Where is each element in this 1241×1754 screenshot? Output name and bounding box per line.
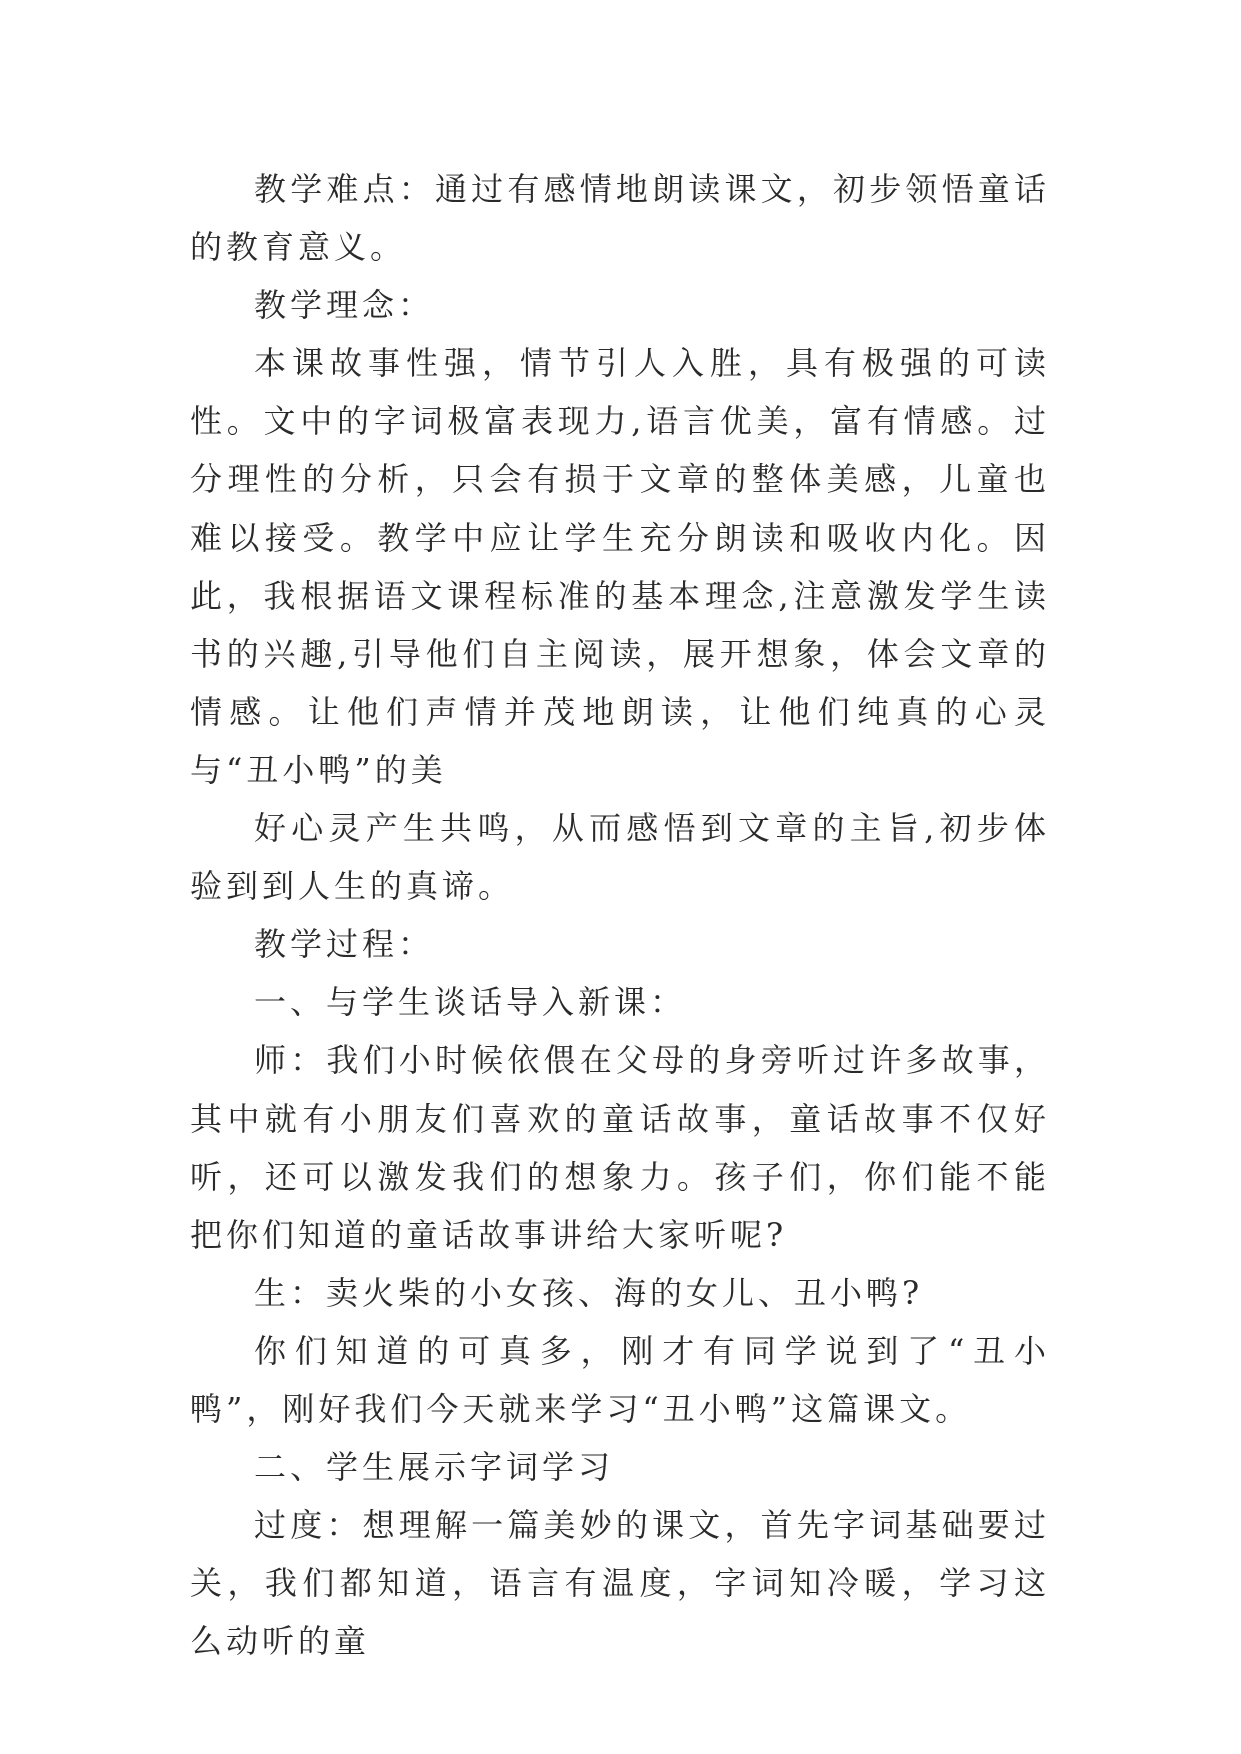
paragraph-section-one-heading: 一、与学生谈话导入新课： [254, 983, 687, 1022]
paragraph-teaching-philosophy-heading: 教学理念： [254, 286, 435, 325]
paragraph-teaching-philosophy-body: 本课故事性强，情节引人入胜，具有极强的可读性。文中的字词极富表现力,语言优美，富有情感。过分理性的分析，只会有损于文章的整体美感，儿童也难以接受。教学中应让学生充分朗读和吸收内化。因此，我根据语文课程标准的基本理念,注意激发学生读书的兴趣,引导他们自主阅读，展开想象，体会文章的情感。让他们声情并茂地朗读，让他们纯真的心灵与“丑小鸭”的美 [190, 344, 1050, 789]
paragraph-transition: 过度：想理解一篇美妙的课文，首先字词基础要过关，我们都知道，语言有温度，字词知冷暖，学习这么动听的童 [190, 1506, 1050, 1661]
paragraph-teaching-philosophy-continued: 好心灵产生共鸣，从而感悟到文章的主旨,初步体验到到人生的真谛。 [190, 809, 1050, 906]
paragraph-teacher-dialogue: 师：我们小时候依偎在父母的身旁听过许多故事，其中就有小朋友们喜欢的童话故事，童话故事不仅好听，还可以激发我们的想象力。孩子们，你们能不能把你们知道的童话故事讲给大家听呢? [190, 1041, 1050, 1254]
paragraph-teacher-response: 你们知道的可真多，刚才有同学说到了“丑小鸭”，刚好我们今天就来学习“丑小鸭”这篇课文。 [190, 1331, 1050, 1428]
paragraph-teaching-process-heading: 教学过程： [254, 925, 435, 964]
paragraph-student-dialogue: 生：卖火柴的小女孩、海的女儿、丑小鸭? [254, 1273, 924, 1312]
document-body [190, 160, 1050, 1670]
paragraph-section-two-heading: 二、学生展示字词学习 [254, 1448, 615, 1487]
paragraph-teaching-difficulty: 教学难点：通过有感情地朗读课文，初步领悟童话的教育意义。 [190, 170, 1050, 267]
